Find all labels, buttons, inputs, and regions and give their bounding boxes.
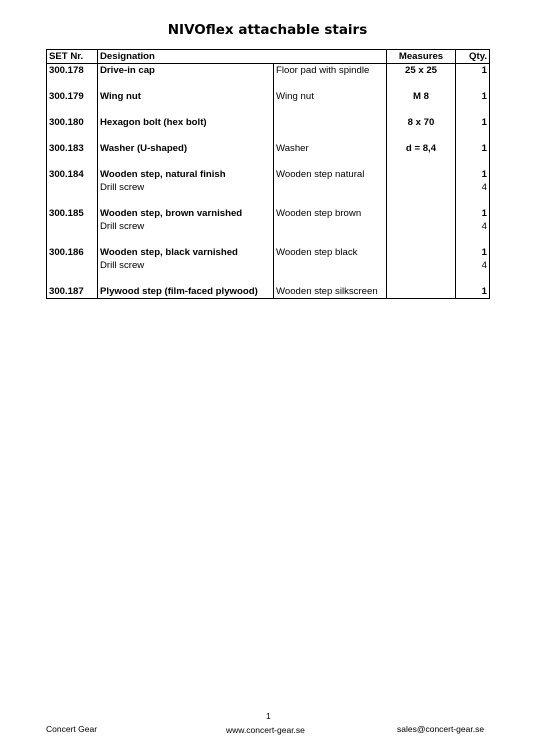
description-cell [274,259,387,272]
spacer-row [47,155,490,168]
sub-qty-cell: 4 [456,259,490,272]
sub-qty-cell: 4 [456,220,490,233]
set-number-cell [47,259,98,272]
table-subrow [47,259,490,272]
set-number-cell: 300.180 [47,116,98,129]
description-cell [274,116,387,129]
measures-cell: 25 x 25 [387,64,456,78]
designation-cell: Wooden step, brown varnished [98,207,274,220]
measures-cell [387,285,456,299]
table-row [47,142,490,155]
table-subrow [47,181,490,194]
set-number-cell: 300.179 [47,90,98,103]
set-number-cell: 300.186 [47,246,98,259]
table-row [47,64,490,78]
spacer-row [47,272,490,285]
description-cell: Floor pad with spindle [274,64,387,78]
spacer-cell [47,233,98,246]
qty-cell: 1 [456,64,490,78]
designation-cell: Plywood step (film-faced plywood) [98,285,274,299]
spacer-cell [387,272,456,285]
spacer-cell [47,272,98,285]
spacer-cell [456,155,490,168]
sub-qty-cell: 4 [456,181,490,194]
table-row [47,116,490,129]
set-number-cell: 300.183 [47,142,98,155]
spacer-cell [47,155,98,168]
spacer-cell [274,194,387,207]
table-header-row [47,50,490,64]
measures-cell [387,207,456,220]
qty-cell: 1 [456,207,490,220]
spacer-cell [274,103,387,116]
description-cell: Wooden step silkscreen [274,285,387,299]
designation-cell: Wooden step, natural finish [98,168,274,181]
spacer-cell [456,103,490,116]
table-row [47,168,490,181]
table-row [47,90,490,103]
spacer-cell [456,233,490,246]
spacer-cell [47,194,98,207]
measures-cell [387,181,456,194]
designation-cell: Wooden step, black varnished [98,246,274,259]
description-cell: Wooden step black [274,246,387,259]
column-header-set: SET Nr. [47,50,98,64]
designation-cell: Drive-in cap [98,64,274,78]
set-number-cell [47,181,98,194]
parts-table [46,49,490,299]
description-cell [274,220,387,233]
set-number-cell [47,220,98,233]
spacer-cell [47,103,98,116]
designation-cell: Wing nut [98,90,274,103]
spacer-cell [274,233,387,246]
spacer-cell [387,233,456,246]
table-subrow [47,220,490,233]
spacer-cell [387,155,456,168]
set-number-cell: 300.187 [47,285,98,299]
spacer-cell [274,77,387,90]
spacer-cell [98,233,274,246]
spacer-cell [47,129,98,142]
spacer-cell [98,155,274,168]
spacer-cell [387,129,456,142]
description-cell: Wooden step brown [274,207,387,220]
spacer-cell [274,155,387,168]
sub-designation-cell: Drill screw [98,220,274,233]
table-row [47,285,490,299]
table-body [47,64,490,299]
measures-cell [387,259,456,272]
table-row [47,246,490,259]
sub-designation-cell: Drill screw [98,181,274,194]
description-cell: Wing nut [274,90,387,103]
spacer-cell [387,77,456,90]
qty-cell: 1 [456,168,490,181]
description-cell [274,181,387,194]
spacer-cell [456,194,490,207]
qty-cell: 1 [456,90,490,103]
column-header-measures: Measures [387,50,456,64]
measures-cell [387,168,456,181]
spacer-cell [98,194,274,207]
footer-company: Concert Gear [46,724,98,734]
document-title: NIVOflex attachable stairs [167,22,368,38]
qty-cell: 1 [456,142,490,155]
set-number-cell: 300.178 [47,64,98,78]
spacer-cell [98,129,274,142]
designation-cell: Hexagon bolt (hex bolt) [98,116,274,129]
footer-email: sales@concert-gear.se [397,724,485,734]
spacer-row [47,233,490,246]
spacer-cell [274,129,387,142]
measures-cell: M 8 [387,90,456,103]
spacer-row [47,103,490,116]
spacer-row [47,129,490,142]
spacer-cell [456,272,490,285]
qty-cell: 1 [456,246,490,259]
spacer-cell [456,129,490,142]
spacer-cell [456,77,490,90]
set-number-cell: 300.184 [47,168,98,181]
sub-designation-cell: Drill screw [98,259,274,272]
spacer-cell [98,272,274,285]
spacer-row [47,77,490,90]
description-cell: Washer [274,142,387,155]
page-number: 1 [266,711,271,721]
column-header-qty: Qty. [456,50,490,64]
measures-cell: d = 8,4 [387,142,456,155]
spacer-cell [98,77,274,90]
spacer-cell [274,272,387,285]
spacer-cell [387,103,456,116]
set-number-cell: 300.185 [47,207,98,220]
column-header-designation: Designation [98,50,387,64]
spacer-cell [387,194,456,207]
designation-cell: Washer (U-shaped) [98,142,274,155]
measures-cell: 8 x 70 [387,116,456,129]
table-row [47,207,490,220]
qty-cell: 1 [456,116,490,129]
spacer-cell [47,77,98,90]
measures-cell [387,246,456,259]
qty-cell: 1 [456,285,490,299]
spacer-row [47,194,490,207]
measures-cell [387,220,456,233]
spacer-cell [98,103,274,116]
description-cell: Wooden step natural [274,168,387,181]
footer-website: www.concert-gear.se [226,725,305,735]
